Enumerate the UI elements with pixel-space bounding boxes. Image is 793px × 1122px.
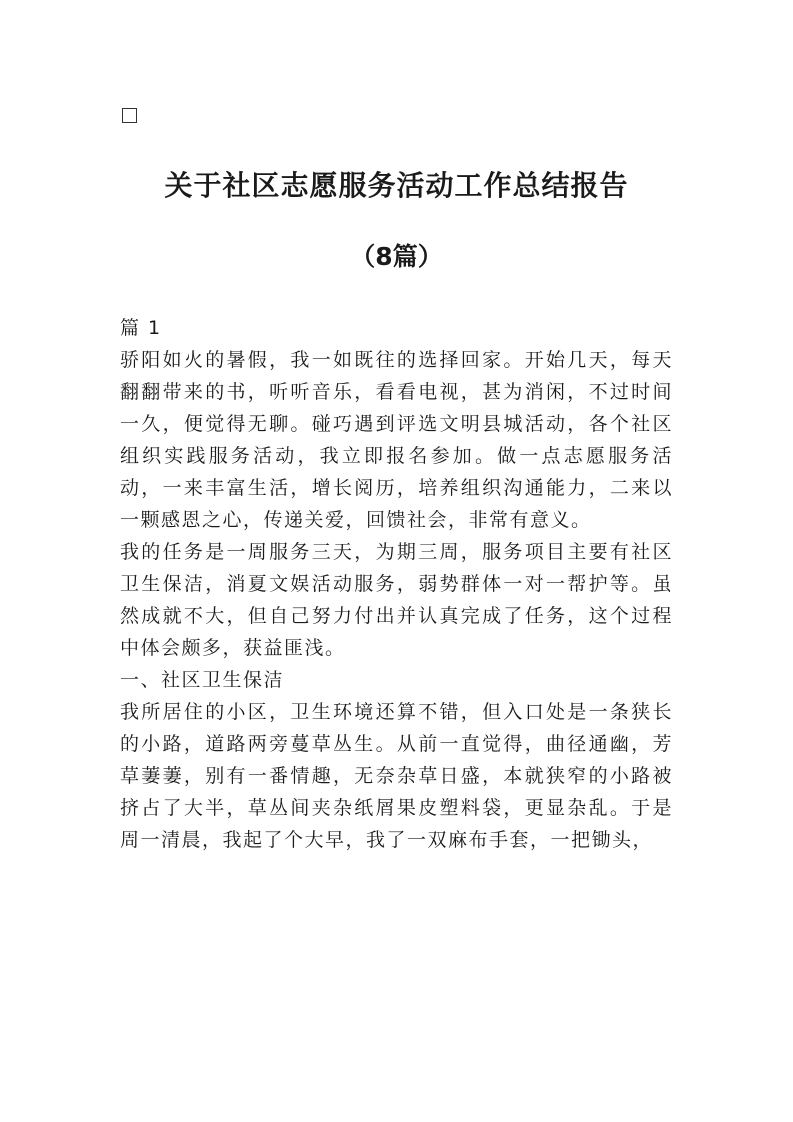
paragraph: 骄阳如火的暑假，我一如既往的选择回家。开始几天，每天翻翻带来的书，听听音乐，看看电视，甚为消闲，不过时间一久，便觉得无聊。碰巧遇到评选文明县城活动，各个社区组织实践服务活动，我立即报名参加。做一点志愿服务活动，一来丰富生活，增长阅历，培养组织沟通能力，二来以一颗感恩之心，传递关爱，回馈社会，非常有意义。 [120, 349, 673, 531]
document-body [120, 312, 673, 856]
document-title: 关于社区志愿服务活动工作总结报告 [164, 169, 629, 202]
checkbox-square-icon [122, 108, 137, 123]
paragraph: 我所居住的小区，卫生环境还算不错，但入口处是一条狭长的小路，道路两旁蔓草丛生。从前一直觉得，曲径通幽，芳草萋萋，别有一番情趣，无奈杂草日盛，本就狭窄的小路被挤占了大半，草丛间夹杂纸屑果皮塑料袋，更显杂乱。于是周一清晨，我起了个大早，我了一双麻布手套，一把锄头， [120, 701, 673, 851]
section-heading: 一、社区卫生保洁 [120, 669, 285, 691]
section-label: 篇 1 [120, 317, 162, 339]
paragraph: 我的任务是一周服务三天，为期三周，服务项目主要有社区卫生保洁，消夏文娱活动服务，弱势群体一对一帮护等。虽然成就不大，但自己努力付出并认真完成了任务，这个过程中体会颇多，获益匪浅。 [120, 541, 673, 659]
document-subtitle: （8篇） [350, 242, 443, 271]
